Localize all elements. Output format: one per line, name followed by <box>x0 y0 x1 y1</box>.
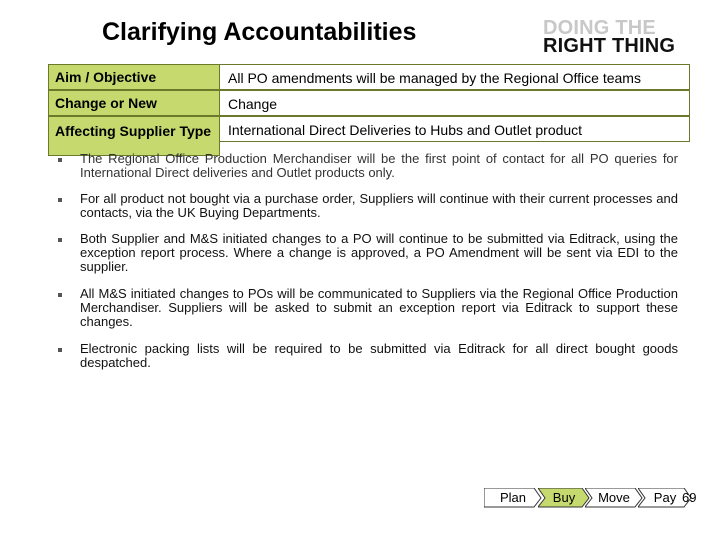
process-step-label: Pay <box>653 490 677 505</box>
process-step-move <box>585 488 643 508</box>
process-step-buy <box>538 488 590 508</box>
summary-row-change <box>48 90 690 116</box>
bullet-icon <box>58 293 62 297</box>
bullet-icon <box>58 238 62 242</box>
bullet-text: Both Supplier and M&S initiated changes to a PO will continue to be submitted via Editrack, using the exception report process. Where a change is approved, a PO Amendment will be sent via EDI to the supplier. <box>80 231 678 274</box>
bullet-text: All M&S initiated changes to POs will be communicated to Suppliers via the Regional Office Production Merchandiser. Suppliers will be asked to submit an exception report via Editrack to support these changes. <box>80 286 678 329</box>
doing-the-right-thing-logo <box>543 19 683 55</box>
page-title: Clarifying Accountabilities <box>102 18 417 46</box>
summary-value: International Direct Deliveries to Hubs and Outlet product <box>220 116 690 142</box>
bullet-text: For all product not bought via a purchase order, Suppliers will continue with their current processes and contacts, via the UK Buying Departments. <box>80 191 678 220</box>
process-step-plan <box>484 488 542 508</box>
bullet-icon <box>58 198 62 202</box>
summary-key: Affecting Supplier Type <box>48 116 220 156</box>
bullet-text: The Regional Office Production Merchandiser will be the first point of contact for all PO queries for International Direct deliveries and Outlet products only. <box>80 151 678 180</box>
process-step-label: Plan <box>499 490 527 505</box>
bullet-text: Electronic packing lists will be required to be submitted via Editrack for all direct bought goods despatched. <box>80 341 678 370</box>
process-step-label: Move <box>598 490 630 505</box>
summary-row-supplier-type <box>48 116 690 156</box>
summary-value: All PO amendments will be managed by the Regional Office teams <box>220 64 690 90</box>
bullet-icon <box>58 348 62 352</box>
bullet-icon <box>58 158 62 162</box>
summary-value: Change <box>220 90 690 116</box>
logo-line-2: RIGHT THING <box>543 35 676 57</box>
summary-row-aim <box>48 64 690 90</box>
summary-key: Change or New <box>48 90 220 116</box>
page-number: 69 <box>682 490 697 505</box>
summary-key: Aim / Objective <box>48 64 220 90</box>
logo-line-1: DOING THE <box>543 17 656 39</box>
process-step-label: Buy <box>552 490 576 505</box>
